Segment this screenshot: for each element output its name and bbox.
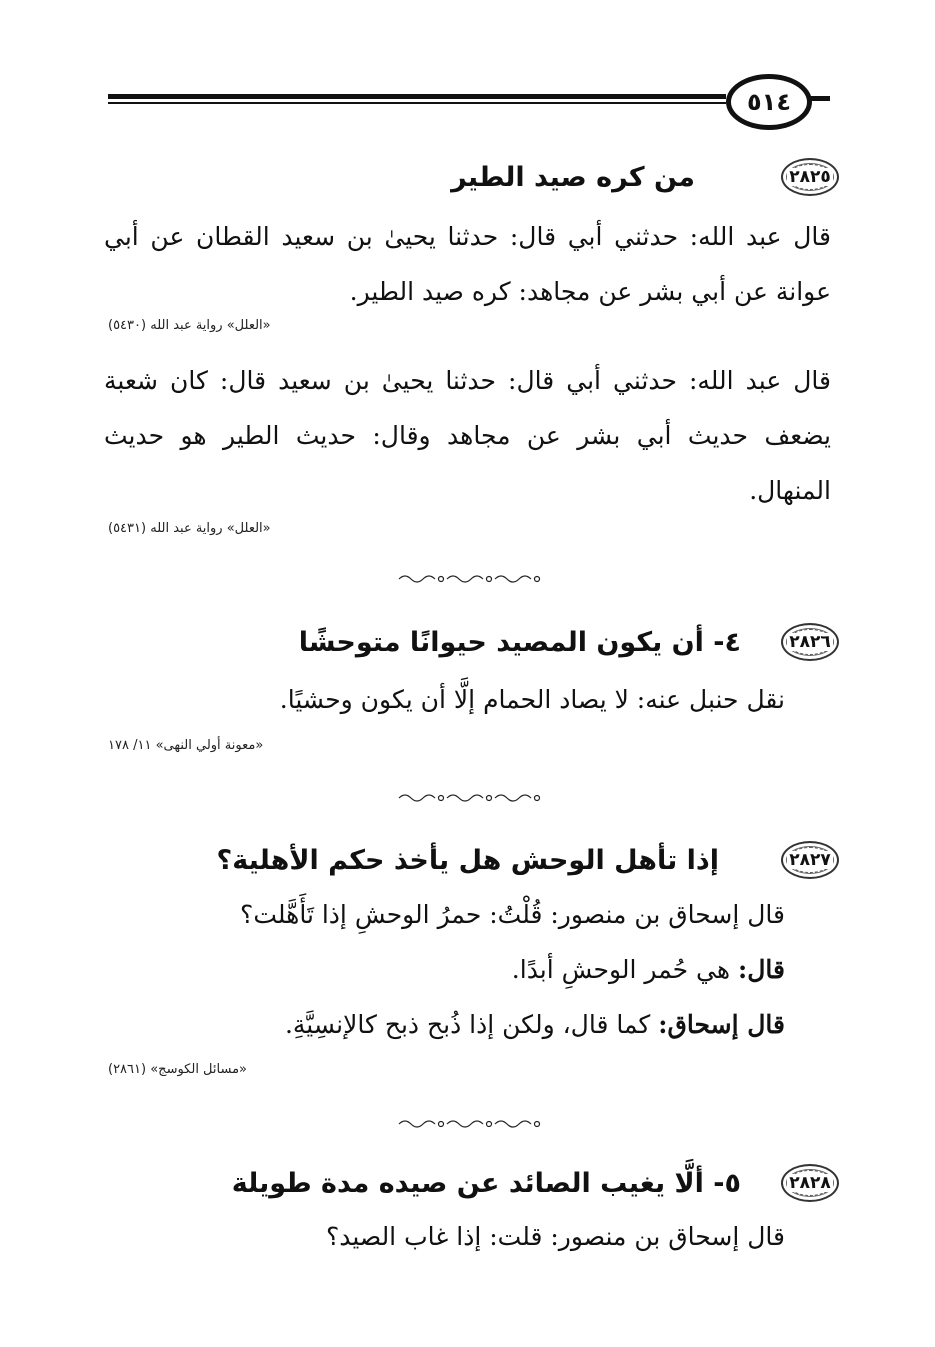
source-citation: «مسائل الكوسج» (٢٨٦١) xyxy=(108,1062,247,1077)
ornament-divider xyxy=(397,572,543,586)
page-number-badge xyxy=(726,74,812,130)
section-title: إذا تأهل الوحش هل يأخذ حكم الأهلية؟ xyxy=(216,844,719,876)
dialogue-line xyxy=(512,955,785,984)
source-citation: «العلل» رواية عبد الله (٥٤٣٠) xyxy=(108,318,271,333)
section-number: ٢٨٢٨ xyxy=(789,1173,831,1193)
speaker-label: قال: xyxy=(738,955,785,984)
section-number: ٢٨٢٧ xyxy=(789,850,831,870)
line-text: قال إسحاق بن منصور: قُلْتُ: حمرُ الوحشِ إذا تَأَهَّلت؟ xyxy=(240,900,785,929)
section-title: ٤- أن يكون المصيد حيوانًا متوحشًا xyxy=(298,626,741,658)
section-number-badge xyxy=(781,1164,839,1202)
source-citation: «معونة أولي النهى» ١١/ ١٧٨ xyxy=(108,738,264,753)
section-number-badge xyxy=(781,841,839,879)
section-heading xyxy=(232,1158,839,1208)
paragraph: قال إسحاق بن منصور: قلت: إذا غاب الصيد؟ xyxy=(325,1222,785,1251)
source-citation: «العلل» رواية عبد الله (٥٤٣١) xyxy=(108,521,271,536)
header-rule xyxy=(108,94,726,105)
paragraph: قال عبد الله: حدثني أبي قال: حدثنا يحيىٰ بن سعيد القطان عن أبي عوانة عن أبي بشر عن مجاهد: كره صيد الطير. xyxy=(104,222,831,306)
section-number-badge xyxy=(781,623,839,661)
section-number: ٢٨٢٥ xyxy=(789,167,831,187)
section-heading xyxy=(217,835,839,885)
paragraph: قال عبد الله: حدثني أبي قال: حدثنا يحيىٰ بن سعيد قال: كان شعبة يضعف حديث أبي بشر عن مجاهد وقال: حديث الطير هو حديث المنهال. xyxy=(104,366,831,505)
section-number-badge xyxy=(781,158,839,196)
section-number: ٢٨٢٦ xyxy=(789,632,831,652)
speaker-label: قال إسحاق: xyxy=(658,1010,785,1039)
line-text: هي حُمر الوحشِ أبدًا. xyxy=(511,955,739,984)
dialogue-line xyxy=(240,900,785,929)
ornament-divider xyxy=(397,791,543,805)
line-text: كما قال، ولكن إذا ذُبح ذبح كالإنسِيَّةِ. xyxy=(284,1010,659,1039)
section-heading xyxy=(299,617,839,667)
dialogue-line xyxy=(285,1010,785,1039)
section-title: من كره صيد الطير xyxy=(451,161,695,193)
header-rule-tail xyxy=(810,96,830,101)
page-number: ٥١٤ xyxy=(747,88,791,116)
section-title: ٥- ألَّا يغيب الصائد عن صيده مدة طويلة xyxy=(231,1167,741,1199)
paragraph: نقل حنبل عنه: لا يصاد الحمام إلَّا أن يكون وحشيًا. xyxy=(279,685,785,714)
ornament-divider xyxy=(397,1117,543,1131)
section-heading xyxy=(451,152,839,202)
